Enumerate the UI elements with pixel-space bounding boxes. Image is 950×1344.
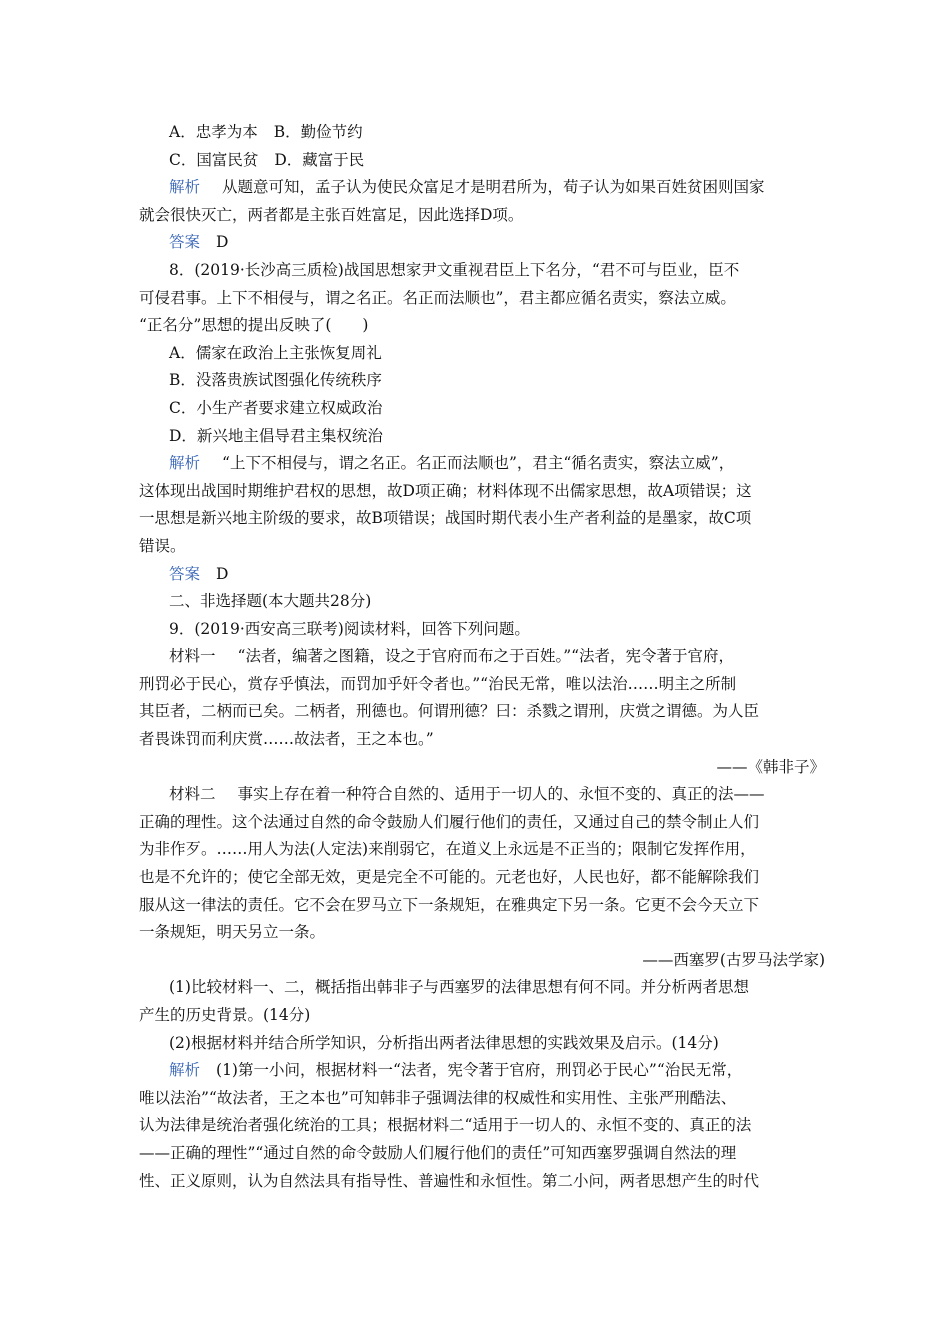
q9-sub1-text-2: 产生的历史背景。(14分) <box>139 1006 311 1024</box>
q7-option-c: C．国富民贫 <box>169 150 259 169</box>
q9-material1-text-3: 其臣者，二柄而已矣。二柄者，刑德也。何谓刑德？曰：杀戮之谓刑，庆赏之谓德。为人臣 <box>139 702 760 721</box>
q8-analysis-line <box>139 450 825 478</box>
q8-answer-line <box>139 561 825 589</box>
q8-analysis-text-4: 错误。 <box>139 536 186 555</box>
q8-stem-text-3: “正名分”思想的提出反映了( ) <box>139 316 369 335</box>
q7-analysis-line <box>139 174 825 202</box>
document-content <box>139 119 825 1195</box>
q9-material2-text-4: 也是不允许的；使它全部无效，更是完全不可能的。元老也好，人民也好，都不能解除我们 <box>139 868 760 887</box>
q9-material1-text-1: “法者，编著之图籍，设之于官府而布之于百姓。”“法者，宪令著于官府， <box>237 647 735 666</box>
q8-stem-text-1: 8．(2019·长沙高三质检)战国思想家尹文重视君臣上下名分，“君不可与臣业，臣不 <box>169 260 740 279</box>
q7-analysis-line <box>139 202 825 230</box>
q8-stem-line <box>139 312 825 340</box>
q9-material1-label: 材料一 <box>169 647 216 666</box>
q9-analysis-text-4: ——正确的理性”“通过自然的命令鼓励人们履行他们的责任”可知西塞罗强调自然法的理 <box>139 1143 737 1162</box>
q9-material2-text-3: 为非作歹。……用人为法(人定法)来削弱它，在道义上永远是不正当的；限制它发挥作用， <box>139 840 756 859</box>
q8-analysis-text-2: 这体现出战国时期维护君权的思想，故D项正确；材料体现不出儒家思想，故A项错误；这 <box>139 481 752 500</box>
q7-options-row-1 <box>139 119 825 147</box>
q8-analysis-text-1: “上下不相侵与，谓之名正。名正而法顺也”，君主“循名责实，察法立威”， <box>222 454 735 473</box>
q8-option-b: B．没落贵族试图强化传统秩序 <box>169 371 382 390</box>
q8-stem-line <box>139 257 825 285</box>
q7-option-d: D．藏富于民 <box>274 150 365 169</box>
q7-options-row-2 <box>139 147 825 175</box>
q7-option-a: A．忠孝为本 <box>169 123 258 141</box>
q8-answer-value: D <box>216 564 229 583</box>
q9-material1-source: ——《韩非子》 <box>716 757 825 776</box>
q9-analysis-label: 解析 <box>169 1061 201 1080</box>
q9-stem: 9．(2019·西安高三联考)阅读材料，回答下列问题。 <box>169 619 530 638</box>
q9-material2-source: ——西塞罗(古罗马法学家) <box>642 950 825 969</box>
section-heading: 二、非选择题(本大题共28分) <box>169 592 372 611</box>
q9-analysis-text-5: 性、正义原则，认为自然法具有指导性、普遍性和永恒性。第二小问，两者思想产生的时代 <box>139 1171 760 1190</box>
q8-stem-line <box>139 285 825 313</box>
q8-analysis-label: 解析 <box>169 454 201 473</box>
q9-material1-line <box>139 643 825 671</box>
q9-material2-text-2: 正确的理性。这个法通过自然的命令鼓励人们履行他们的责任，又通过自己的禁令制止人们 <box>139 812 760 831</box>
q9-material2-text-5: 服从这一律法的责任。它不会在罗马立下一条规矩，在雅典定下另一条。它更不会今天立下 <box>139 895 760 914</box>
q8-analysis-text-3: 一思想是新兴地主阶级的要求，故B项错误；战国时期代表小生产者利益的是墨家，故C项 <box>139 509 752 528</box>
q9-material2-line <box>139 781 825 809</box>
q9-material1-text-2: 刑罚必于民心，赏存乎慎法，而罚加乎奸令者也。”“治民无常，唯以法治……明主之所制 <box>139 674 737 693</box>
q9-material2-text-1: 事实上存在着一种符合自然的、适用于一切人的、永恒不变的、真正的法—— <box>237 785 765 804</box>
q8-option-c: C．小生产者要求建立权威政治 <box>169 398 383 417</box>
q7-analysis-text-2: 就会很快灭亡，两者都是主张百姓富足，因此选择D项。 <box>139 205 524 224</box>
q9-analysis-text-3: 认为法律是统治者强化统治的工具；根据材料二“适用于一切人的、永恒不变的、真正的法 <box>139 1116 752 1135</box>
q9-material1-text-4: 者畏诛罚而利庆赏……故法者，王之本也。” <box>139 730 434 749</box>
q8-option-d: D．新兴地主倡导君主集权统治 <box>169 426 383 445</box>
q7-answer-line <box>139 229 825 257</box>
q9-material2-text-6: 一条规矩，明天另立一条。 <box>139 923 326 942</box>
q8-stem-text-2: 可侵君事。上下不相侵与，谓之名正。名正而法顺也”，君主都应循名责实，察法立威。 <box>139 288 736 307</box>
q9-sub1-text-1: (1)比较材料一、二，概括指出韩非子与西塞罗的法律思想有何不同。并分析两者思想 <box>169 978 749 997</box>
q7-option-b: B．勤俭节约 <box>273 123 363 141</box>
q8-answer-label: 答案 <box>169 564 201 583</box>
q7-analysis-label: 解析 <box>169 178 201 197</box>
q9-sub2-text: (2)根据材料并结合所学知识，分析指出两者法律思想的实践效果及启示。(14分) <box>169 1033 719 1052</box>
q9-analysis-text-1: (1)第一小问，根据材料一“法者，宪令著于官府，刑罚必于民心”“治民无常， <box>216 1061 743 1080</box>
q9-material2-label: 材料二 <box>169 785 216 804</box>
q9-analysis-text-2: 唯以法治”“故法者，王之本也”可知韩非子强调法律的权威性和实用性、主张严刑酷法、 <box>139 1088 737 1107</box>
q9-analysis-line <box>139 1057 825 1085</box>
q7-analysis-text-1: 从题意可知，孟子认为使民众富足才是明君所为，荀子认为如果百姓贫困则国家 <box>222 178 765 197</box>
q7-answer-label: 答案 <box>169 233 201 252</box>
q7-answer-value: D <box>216 233 229 252</box>
q8-option-a: A．儒家在政治上主张恢复周礼 <box>169 343 382 362</box>
